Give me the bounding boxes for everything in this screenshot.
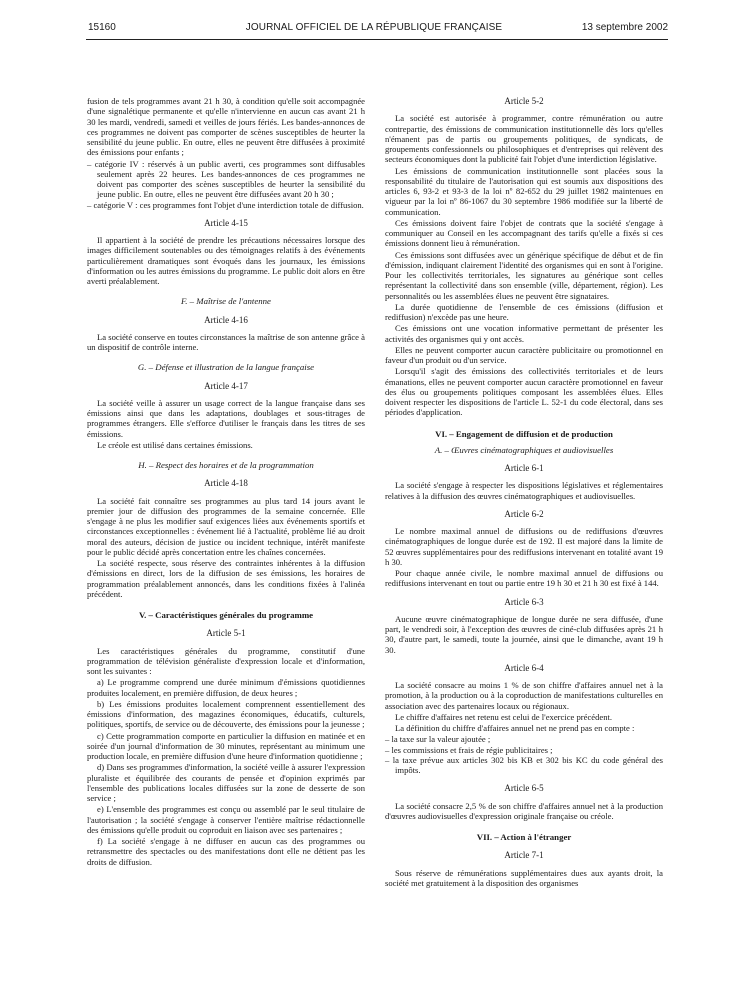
page-number: 15160 — [88, 22, 116, 33]
right-column — [385, 96, 663, 889]
article-heading: Article 4-15 — [204, 217, 248, 228]
paragraph: Les caractéristiques générales du programme, constitutif d'une programmation de télévision généraliste d'expression locale et d'information, sont les suivantes : — [87, 645, 365, 676]
left-column — [87, 96, 365, 868]
article-heading: Article 6-3 — [504, 596, 544, 607]
intro-paragraph: fusion de tels programmes avant 21 h 30, à condition qu'elle soit accompagnée d'une signalétique permanente et qu'elle n'intervienne en aucun cas avant 21 h 30 les mardi, vendredi, samedi et veilles de jours fériés. Les bandes-annonces de ces programmes ne doivent pas comporter de scènes susceptibles de heurter la sensibilité du jeune public. En outre, elles ne peuvent être diffusées à proximité des émissions pour enfants ; — [87, 96, 365, 158]
category-list — [87, 159, 365, 210]
header-rule — [86, 39, 668, 40]
paragraph: La société conserve en toutes circonstances la maîtrise de son antenne grâce à un dispositif de contrôle interne. — [87, 331, 365, 352]
article-heading: Article 5-1 — [206, 628, 246, 639]
paragraph: La société est autorisée à programmer, contre rémunération ou autre contrepartie, des émissions de communication institutionnelle dès lors qu'elles n'émanent pas de partis ou groupements politiques, de syndicats, de groupements confessionnels ou philosophiques et d'entreprises qui relèvent des secteurs économiques dont la publicité fait l'objet d'une interdiction législative. — [385, 113, 663, 165]
paragraph: Ces émissions ont une vocation informative permettant de présenter les activités des organismes qui y ont accès. — [385, 323, 663, 344]
paragraph: Aucune œuvre cinématographique de longue durée ne sera diffusée, d'une part, le vendredi soir, à l'exception des œuvres de ciné-club diffusées après 21 h 30, d'autre part, le samedi, toute la journée, ainsi que le dimanche, avant 19 h 30. — [385, 613, 663, 655]
paragraph: b) Les émissions produites localement comprennent essentiellement des émissions d'information, des magazines économiques, éducatifs, culturels, politiques, sportifs, de service ou de découverte, des émissions pour la jeunesse ; — [87, 698, 365, 730]
list-item: – la taxe sur la valeur ajoutée ; — [385, 734, 491, 745]
exclusion-list — [385, 734, 663, 775]
paragraph: a) Le programme comprend une durée minimum d'émissions quotidiennes produites localement, en première diffusion, de deux heures ; — [87, 677, 365, 698]
paragraph: Lorsqu'il s'agit des émissions des collectivités territoriales et de leurs émanations, elles ne peuvent comporter aucun caractère promotionnel en faveur des élus ou groupements politiques composant les assemblées élues. Elles doivent respecter les dispositions de l'article L. 52-1 du code électoral, dans ses périodes d'application. — [385, 366, 663, 418]
part-heading: VI. – Engagement de diffusion et de production — [435, 428, 613, 439]
paragraph: Pour chaque année civile, le nombre maximal annuel de diffusions ou rediffusions intervenant en tout ou partie entre 19 h 30 et 21 h 30 est fixé à 144. — [385, 568, 663, 589]
paragraph: Les émissions de communication institutionnelle sont placées sous la responsabilité du titulaire de l'autorisation qui est soumis aux dispositions des articles 6, 93-2 et 93-3 de la loi nº 82-652 du 29 juillet 1982 maintenues en vigueur par la loi nº 86-1067 du 30 septembre 1986 modifiée sur la liberté de communication. — [385, 165, 663, 217]
list-item: – la taxe prévue aux articles 302 bis KB et 302 bis KC du code général des impôts. — [385, 754, 663, 775]
article-heading: Article 6-4 — [504, 662, 544, 673]
section-heading — [87, 362, 365, 372]
section-heading — [385, 445, 663, 455]
article-heading: Article 6-2 — [504, 508, 544, 519]
section-heading — [87, 296, 365, 306]
issue-date: 13 septembre 2002 — [581, 22, 668, 33]
paragraph: f) La société s'engage à ne diffuser en aucun cas des programmes ou retransmettre des spectacles ou des manifestations dont elle ne détient pas les droits de diffusion. — [87, 836, 365, 867]
section-title: H. – Respect des horaires et de la programmation — [138, 460, 314, 470]
paragraph: Le créole est utilisé dans certaines émissions. — [97, 439, 253, 450]
paragraph: La société s'engage à respecter les dispositions législatives et réglementaires relatives à la diffusion des œuvres cinématographiques et audiovisuelles. — [385, 480, 663, 501]
paragraph: Ces émissions sont diffusées avec un générique spécifique de début et de fin d'émission, indiquant clairement l'identité des organismes qui en sont à l'origine. Pour les collectivités territoriales, les signatures au générique sont celles représentant la collectivité dans son ensemble (ville, département, région). Les personnalités ou les assemblées élues ne peuvent être signataires. — [385, 249, 663, 301]
paragraph: La société consacre au moins 1 % de son chiffre d'affaires annuel net à la promotion, à la production ou à la coproduction de manifestations culturelles en association avec des partenaires locaux ou régionaux. — [385, 680, 663, 711]
paragraph: Le chiffre d'affaires net retenu est celui de l'exercice précédent. — [395, 711, 613, 722]
paragraph: La définition du chiffre d'affaires annuel net ne prend pas en compte : — [395, 723, 635, 733]
paragraph: e) L'ensemble des programmes est conçu ou assemblé par le seul titulaire de l'autorisation ; la société s'engage à conserver l'entière maîtrise rédactionnelle des émissions qu'elle produit ou coproduit en liaison avec ses partenaires ; — [87, 804, 365, 835]
paragraph: Ces émissions doivent faire l'objet de contrats que la société s'engage à communiquer au Conseil en les accompagnant des tarifs qu'elle a fixés si ces émissions donnent lieu à rémunération. — [385, 217, 663, 249]
journal-title: JOURNAL OFFICIEL DE LA RÉPUBLIQUE FRANÇAISE — [245, 22, 503, 33]
part-heading: VII. – Action à l'étranger — [476, 832, 572, 842]
list-item: – catégorie IV : réservés à un public averti, ces programmes sont diffusables seulement après 22 heures. Les bandes-annonces de ces programmes ne doivent pas comporter des scènes susceptibles de heurter la sensibilité du jeune public. En outre, elles ne peuvent être diffusées avant 20 h 30 ; — [87, 158, 365, 200]
paragraph: Elles ne peuvent comporter aucun caractère publicitaire ou promotionnel en faveur d'un produit ou d'un service. — [385, 344, 663, 365]
paragraph: La durée quotidienne de l'ensemble de ces émissions (diffusion et rediffusion) n'excède pas une heure. — [385, 301, 663, 322]
paragraph: La société respecte, sous réserve des contraintes inhérentes à la diffusion d'émissions en direct, lors de la diffusion de ses émissions, les horaires de programmation préalablement annoncés, dans les conditions fixées à l'alinéa précédent. — [87, 558, 365, 599]
paragraph: c) Cette programmation comporte en particulier la diffusion en matinée et en soirée d'un journal d'information de 30 minutes, représentant au minimum une production locale, en première diffusion d'une heure d'information quotidienne ; — [87, 730, 365, 761]
paragraph: Le nombre maximal annuel de diffusions ou de rediffusions d'œuvres cinématographiques de longue durée est de 192. Il est majoré dans la limite de 52 œuvres supplémentaires pour des rediffusions intervenant en totalité avant 19 h 30. — [385, 526, 663, 567]
section-title: G. – Défense et illustration de la langue française — [137, 362, 315, 373]
paragraph: Sous réserve de rémunérations supplémentaires dues aux ayants droit, la société met gratuitement à la disposition des organismes — [385, 867, 663, 888]
article-heading: Article 4-17 — [204, 380, 248, 391]
article-heading: Article 6-1 — [504, 463, 544, 473]
section-title: F. – Maîtrise de l'antenne — [181, 296, 271, 307]
part-heading: V. – Caractéristiques générales du programme — [138, 610, 314, 620]
article-heading: Article 4-16 — [204, 314, 248, 325]
section-heading — [87, 460, 365, 470]
paragraph: La société consacre 2,5 % de son chiffre d'affaires annuel net à la production d'œuvres audiovisuelles d'expression originale française ou créole. — [385, 800, 663, 821]
page-header — [0, 18, 748, 40]
article-heading: Article 4-18 — [204, 478, 248, 489]
article-heading: Article 5-2 — [504, 96, 544, 106]
paragraph: La société veille à assurer un usage correct de la langue française dans ses émissions ainsi que dans les adaptations, doublages et sous-titrages de programmes étrangers. Elle s'efforce d'utiliser le français dans les titres de ses émissions. — [87, 397, 365, 439]
list-item: – catégorie V : ces programmes font l'objet d'une interdiction totale de diffusion. — [87, 199, 364, 210]
article-heading: Article 6-5 — [504, 783, 544, 794]
paragraph: Il appartient à la société de prendre les précautions nécessaires lorsque des images difficilement soutenables ou des témoignages relatifs à des événements particulièrement dramatiques sont évoqués dans les journaux, les émissions d'information ou les autres émissions du programme. Le public doit alors en être averti préalablement. — [87, 235, 365, 286]
paragraph: La société fait connaître ses programmes au plus tard 14 jours avant le premier jour de diffusion des programmes de la semaine concernée. Elle s'engage à ne plus les modifier sauf exigences liées aux événements sportifs et circonstances exceptionnelles : événement lié à l'actualité, problème lié au droit moral des auteurs, décision de justice ou incident technique, intérêt manifeste pour le public décidé après concertation entre les chaînes concernées. — [87, 495, 365, 557]
section-title: A. – Œuvres cinématographiques et audiovisuelles — [434, 444, 614, 455]
paragraph: d) Dans ses programmes d'information, la société veille à assurer l'expression pluraliste et équilibrée des courants de pensée et d'opinion exprimés par l'ensemble des publications locales diffusées sur la zone de desserte de son service ; — [87, 762, 365, 803]
article-heading: Article 7-1 — [504, 850, 544, 861]
list-item: – les commissions et frais de régie publicitaires ; — [385, 744, 553, 755]
